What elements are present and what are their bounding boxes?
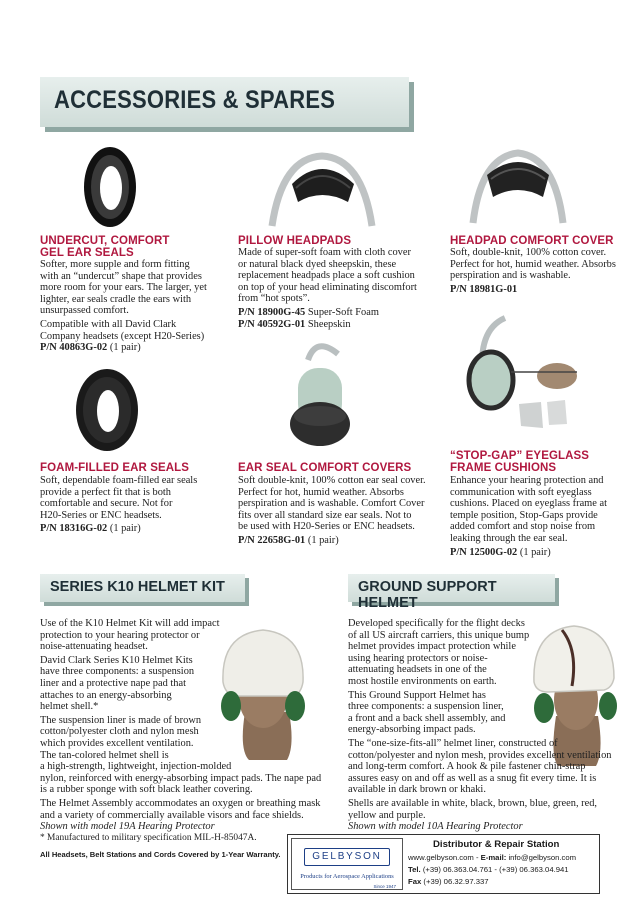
product-desc-ear-seal-covers: Soft double-knit, 100% cotton ear seal cover. Perfect for hot, humid weather. Absorbs perspiration and is washable. Comfort Cover fits over all standard size ear seals. Not to be used with H20-Series or ENC headsets. P/N 22658G-01 (1 pair) bbox=[238, 475, 443, 547]
product-desc-gel-ear-seals: Softer, more supple and form fitting with an “undercut” shape that provides more room for your ears. The larger, yet lighter, ear seals cradle the ears with unsurpassed comfort. Compatible with all David Clark Company headsets (except H20-Series) P/N 40863G-02 (1 pair) bbox=[40, 259, 225, 354]
product-desc-pillow-headpads: Made of super-soft foam with cloth cover or natural black dyed sheepskin, these replacement headpads place a soft cushion on top of your head eliminating discomfort from “hot spots”. P/N 18900G-45 Super-Soft Foam P/N 40592G-01 Sheepskin bbox=[238, 247, 438, 330]
website-link[interactable]: www.gelbyson.com bbox=[408, 853, 474, 862]
product-title-gel-ear-seals: UNDERCUT, COMFORT GEL EAR SEALS bbox=[40, 235, 170, 259]
logo-wordmark: GELBYSON bbox=[304, 848, 390, 866]
logo-since: Since 1947 bbox=[373, 884, 396, 889]
k10-section-banner bbox=[40, 574, 245, 602]
ground-section-banner bbox=[348, 574, 555, 611]
headpad-cover-image bbox=[463, 145, 573, 225]
distributor-fax: Fax (+39) 06.32.97.337 bbox=[408, 877, 489, 886]
email-link[interactable]: info@gelbyson.com bbox=[508, 853, 577, 862]
k10-footnote: * Manufactured to military specification MIL-H-85047A. bbox=[40, 832, 257, 843]
ground-section-title: GROUND SUPPORT HELMET bbox=[358, 579, 497, 611]
k10-description: Use of the K10 Helmet Kit will add impact protection to your hearing protector or noise-attenuating headset. David Clark Series K10 Helmet Kits have three components: a suspension liner and a protective nape pad that attaches to an energy-absorbing helmet shell.* The suspension liner is made of brown cotton/polyester cloth and nylon mesh which provides excellent ventilation. The tan-colored helmet shell is a high-strength, lightweight, injection-molded nylon, reinforced with energy-absorbing impact pads. The nape pad is a rubber sponge with soft black leather covering. The Helmet Assembly accommodates an oxygen or breathing mask and a variety of commercially available visors and face shields. Shown with model 19A Hearing Protector * Manufactured to military specification MIL-H-85047A. bbox=[40, 618, 340, 844]
gel-ear-seal-image bbox=[80, 142, 140, 232]
ground-shown-with: Shown with model 10A Hearing Protector bbox=[348, 821, 523, 833]
k10-section-title: SERIES K10 HELMET KIT bbox=[50, 579, 225, 595]
pillow-headpad-image bbox=[262, 148, 382, 228]
product-desc-headpad-cover: Soft, double-knit, 100% cotton cover. Perfect for hot, humid weather. Absorbs perspiration and is washable. P/N 18981G-01 bbox=[450, 247, 638, 295]
part-number: P/N 18900G-45 Super-Soft Foam bbox=[238, 306, 379, 318]
part-number: P/N 12500G-02 (1 pair) bbox=[450, 546, 551, 558]
product-title-pillow-headpads: PILLOW HEADPADS bbox=[238, 235, 352, 247]
product-title-headpad-cover: HEADPAD COMFORT COVER bbox=[450, 235, 614, 247]
product-title-eyeglass-cushions: “STOP-GAP” EYEGLASS FRAME CUSHIONS bbox=[450, 450, 590, 474]
distributor-tel: Tel. (+39) 06.363.04.761 - (+39) 06.363.04.941 bbox=[408, 865, 569, 874]
part-number: P/N 40592G-01 Sheepskin bbox=[238, 318, 351, 330]
distributor-box bbox=[287, 834, 600, 894]
product-title-foam-ear-seals: FOAM-FILLED EAR SEALS bbox=[40, 462, 190, 474]
logo-tagline: Products for Aerospace Applications bbox=[300, 873, 394, 880]
foam-ear-seal-image bbox=[72, 366, 142, 454]
ear-seal-cover-image bbox=[286, 340, 356, 452]
header-banner bbox=[40, 77, 409, 127]
warranty-note: All Headsets, Belt Stations and Cords Covered by 1-Year Warranty. bbox=[40, 850, 281, 859]
part-number: P/N 40863G-02 (1 pair) bbox=[40, 342, 141, 354]
product-desc-foam-ear-seals: Soft, dependable foam-filled ear seals provide a perfect fit that is both comfortable and secure. Not for H20-Series or ENC headsets. P/N 18316G-02 (1 pair) bbox=[40, 475, 225, 535]
page-title: ACCESSORIES & SPARES bbox=[54, 85, 336, 114]
part-number: P/N 18316G-02 (1 pair) bbox=[40, 523, 141, 535]
gelbyson-logo bbox=[291, 838, 403, 890]
part-number: P/N 18981G-01 bbox=[450, 283, 518, 295]
part-number: P/N 22658G-01 (1 pair) bbox=[238, 534, 339, 546]
distributor-web-email: www.gelbyson.com - E-mail: info@gelbyson.com bbox=[408, 853, 577, 862]
k10-shown-with: Shown with model 19A Hearing Protector bbox=[40, 821, 215, 833]
eyeglass-headset-image bbox=[465, 310, 595, 430]
ground-description: Developed specifically for the flight decks of all US aircraft carriers, this unique bump helmet provides impact protection while using hearing protectors or noise- attenuating headsets in one of the most hostile environments on earth. This Ground Support Helmet has three components: a suspension liner, a front and a back shell assembly, and energy-absorbing impact pads. The “one-size-fits-all” helmet liner, constructed of cotton/polyester and nylon mesh, provides excellent ventilation and long-term comfort. A hook & pile fastener chin-strap assures easy on and off as well as a snug fit every time. It is available in dark brown or khaki. Shells are available in white, black, brown, blue, green, red, yellow and purple. Shown with model 10A Hearing Protector bbox=[348, 618, 638, 833]
product-title-ear-seal-covers: EAR SEAL COMFORT COVERS bbox=[238, 462, 412, 474]
distributor-title: Distributor & Repair Station bbox=[433, 839, 560, 850]
product-desc-eyeglass-cushions: Enhance your hearing protection and communication with soft eyeglass cushions. Placed on eyeglass frame at temple position, Stop-Gaps provide added comfort and stop noise from leaking through the ear seal. P/N 12500G-02 (1 pair) bbox=[450, 475, 638, 558]
